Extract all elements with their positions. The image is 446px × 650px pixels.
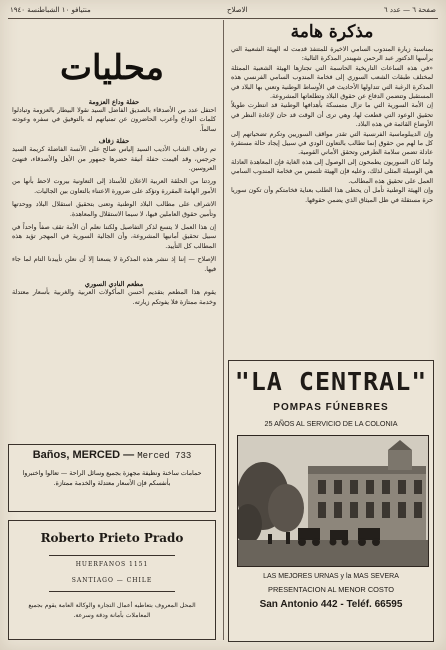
memo-paragraph: وإن الهيئة الوطنية تأمل أن يحظى هذا الطلب بعناية فخامتكم وأن تكون سوريا حرة مستقلة في ظل الميثاق الذي يضمن حقوقها. [231, 187, 433, 204]
news-heading: مطعم النادي السوري [84, 280, 144, 289]
page-label: صفحة ٦ — عدد ٦ [383, 6, 436, 14]
memo-paragraph: بمناسبة زيارة المندوب السامي الاخيرة للمتنفذ قدمت له الهيئة الشعبية التي يرأسها الدكتور عبد الرحمن شهبندر المذكرة التالية: [231, 46, 433, 63]
news-text: وردتنا من الحلقة العربية الاعلان للأستاذ إلى التعاونية بيروت لاحظ بأنها من الأمور الهامة المقررة وتؤكد على ضرورة الاعتناء بالتعاون بين الجاليات. [12, 178, 216, 195]
news-heading: حفلة زفاف [98, 137, 130, 146]
news-text: الإصلاح — إننا إذ ننشر هذه المذكرة لا يسعنا إلا أن نعلن تأييدنا التام لما جاء فيها. [12, 256, 216, 273]
prieto-ad [8, 520, 216, 640]
news-text: احتفل عدد من الأصدقاء بالصديق الفاضل السيد نقولا البيطار بالعزومة وتبادلوا كلمات الوداع وأعرب الحاضرون عن تمنياتهم له بالتوفيق في سفره وعودته سالماً. [12, 107, 216, 133]
banos-name: Baños, MERCED [32, 449, 121, 461]
page-date: منتيافو ١٠ الشباطنسة ١٩٤٠ [10, 6, 91, 14]
prieto-divider [49, 555, 175, 556]
news-text: إن هذا العمل لا يتسع لذكر التفاصيل ولكننا نعلم أن الأمة تقف صفاً واحداً في سبيل تحقيق أمانيها المشروعة، وأن الجالية السورية في المهجر تؤيد هذه المطالب كل التأييد. [12, 224, 216, 250]
prieto-name: Roberto Prieto Prado [40, 531, 184, 545]
memo-body [231, 45, 433, 350]
building-photo-illustration [238, 436, 428, 566]
la-central-address: San Antonio 442 - Teléf. 66595 [259, 599, 403, 610]
banos-phone: Merced 733 [137, 451, 192, 461]
news-heading: حفلة وداع العزومة [88, 98, 140, 106]
la-central-line2: PRESENTACION AL MENOR COSTO [268, 585, 394, 594]
banos-ad-title: Baños, MERCED — Merced 733 [32, 449, 192, 461]
memo-paragraph: إن الأمة السورية التي ما تزال متمسكة بأهدافها الوطنية قد انتظرت طويلاً تحقيق الوعود التي قطعت لها، وهي ترى أن الوقت قد حان لإعادة النظر في الأوضاع القائمة في هذه البلاد. [231, 102, 433, 129]
banos-text: حمامات ساخنة ونظيفة مجهزة بجميع وسائل الراحة — تعالوا واختبروا بأنفسكم فإن الأسعار معتدلة والخدمة ممتازة. [22, 470, 202, 487]
memo-paragraph: وإن الديبلوماسية الفرنسية التي تقدر مواقف السوريين وتكرم تضحياتهم إلى كل ما لهم من حقوق إنما تطالب بالتعاون الودي في سبيل إيجاد حالة مستقرة عادلة تضمن سلامة الطرفين وتحقق الأماني القومية. [231, 130, 433, 157]
prieto-street: HUERFANOS 1151 [75, 561, 149, 568]
la-central-ad [228, 360, 434, 642]
header-rule [8, 18, 438, 19]
la-central-name: "LA CENTRAL" [234, 367, 428, 396]
local-news-body [12, 98, 216, 438]
news-text: يقوم هذا المطعم بتقديم أحسن المأكولات العربية والغربية بأسعار معتدلة وخدمة ممتازة فلا يفوتكم زيارته. [12, 289, 216, 306]
la-central-tagline: 25 AÑOS AL SERVICIO DE LA COLONIA [264, 419, 398, 428]
memo-paragraph: ولما كان السوريون يطمحون إلى الوصول إلى هذه الغاية فإن المعاهدة العادلة هي الوسيلة المثلى لذلك، وعليه فإن الهيئة تلتمس من فخامة المندوب السامي العمل على تحقيق هذه المطالب. [231, 158, 433, 185]
memo-paragraph: «في هذه الساعات التاريخية الحاسمة التي تجتازها الهيئة الشعبية الممثلة لمختلف طبقات الشعب السوري إلى فخامة المندوب السامي الفرنسي هذه المذكرة الرغبة التي تتداولها الأحاديث في الأوساط الوطنية وتعني بها البلاد في المستقبل وتتضمن الدفاع عن حقوق البلاد وتطلعاتها المشروعة. [231, 64, 433, 101]
banos-ad [8, 444, 216, 512]
local-news-title: محليات [59, 48, 165, 88]
building-photo [237, 435, 429, 567]
prieto-city: SANTIAGO — CHILE [71, 577, 153, 584]
prieto-divider [49, 591, 175, 592]
page-header [10, 3, 436, 17]
column-rule [223, 20, 224, 640]
prieto-text: المحل المعروف بتعاطيه أعمال التجارة والوكالة العامة يقوم بجميع المعاملات بأمانة ودقة وسرعة. [28, 602, 196, 619]
paper-name: الاصلاح [226, 6, 248, 14]
memo-title: مذكرة هامة [290, 22, 374, 42]
news-text: تم زفاف الشاب الأديب السيد إلياس صالح على الآنسة الفاضلة كريمة السيد جرجس، وقد أقيمت حفلة أنيقة حضرها جمهور من الأهل والأصدقاء، فنهنئ العروسين. [12, 146, 216, 173]
la-central-line1: LAS MEJORES URNAS y la MAS SEVERA [263, 573, 399, 580]
news-text: الاشراف على مطالب البلاد الوطنية وتعنى بتحقيق استقلال البلاد ووحدتها وتأمين حقوق العاملين فيها، لا سيما الاستقلال والمعاهدة. [12, 201, 216, 218]
la-central-subtitle: POMPAS FÚNEBRES [273, 402, 389, 413]
